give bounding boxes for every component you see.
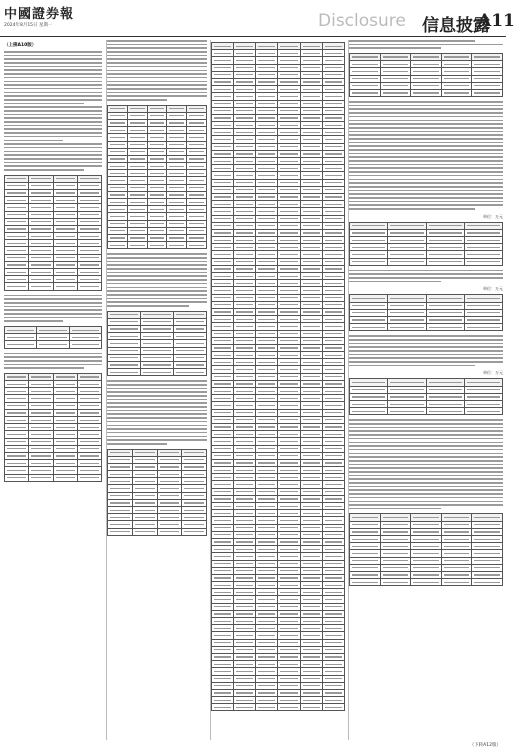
table-unit: 单位：万元 [483, 213, 503, 219]
disclosure-label: Disclosure [318, 11, 406, 31]
body-text [107, 40, 207, 101]
body-text [349, 419, 503, 509]
data-table [107, 311, 207, 377]
continuation-note: （下转A12版） [469, 743, 501, 748]
table-unit: 单位：万元 [483, 286, 503, 292]
body-text [349, 101, 503, 210]
data-table [349, 513, 503, 586]
data-table [107, 105, 207, 250]
body-text [349, 40, 503, 49]
table-unit: 单位：万元 [483, 370, 503, 376]
body-text [4, 51, 102, 171]
data-table [4, 373, 102, 482]
body-text [349, 335, 503, 366]
data-table [349, 53, 503, 97]
data-table [4, 326, 102, 349]
body-text [4, 295, 102, 322]
masthead [0, 0, 515, 37]
column-2 [106, 40, 207, 740]
body-text [4, 353, 102, 369]
newspaper-logo: 中國證券報 [4, 7, 75, 22]
data-table [349, 378, 503, 415]
column-1 [4, 40, 102, 740]
continuation-heading: （上接A10版） [4, 43, 37, 48]
data-table [349, 294, 503, 331]
body-text [107, 253, 207, 306]
dateline: 2024年8月15日 星期一 [4, 23, 53, 28]
data-table [211, 42, 345, 711]
section-title: 信息披露 [422, 16, 490, 36]
column-4 [348, 40, 503, 740]
data-table [4, 175, 102, 291]
column-3 [210, 40, 345, 740]
body-text [107, 380, 207, 444]
body-text [349, 270, 503, 283]
data-table [349, 222, 503, 266]
data-table [107, 449, 207, 536]
page-number: A11 [478, 11, 515, 31]
